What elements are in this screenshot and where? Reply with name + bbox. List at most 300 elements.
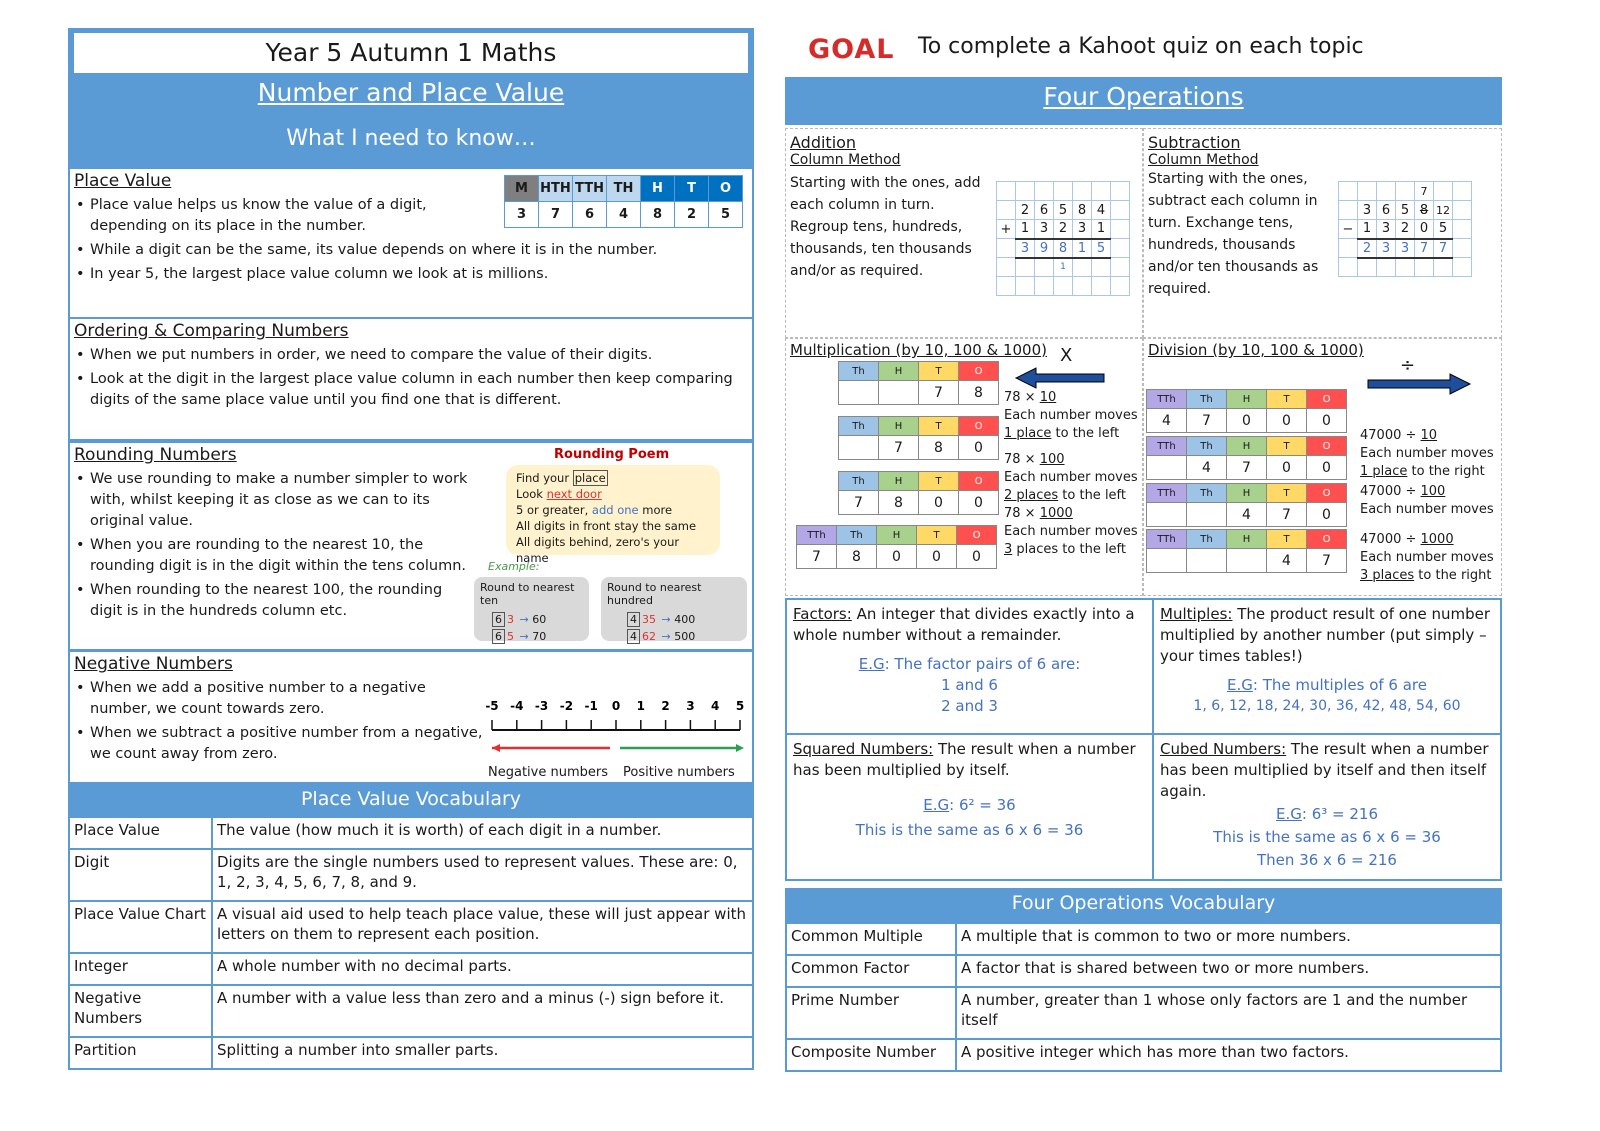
note-text: 3 — [1004, 542, 1013, 557]
note-text: 47000 ÷ — [1360, 484, 1421, 499]
eg-label: E.G — [1276, 805, 1302, 823]
list-item: • When we put numbers in order, we need to compare the value of their digits. — [74, 345, 748, 366]
list-item: • We use rounding to make a number simpler to work with, whilst keeping it as close as we can to its original value. — [74, 469, 474, 532]
grid-digit: 0 — [1415, 220, 1434, 239]
note-text: 2 places — [1004, 488, 1059, 503]
grid-digit: 1 — [1016, 220, 1035, 239]
note-text: 1 place — [1360, 464, 1408, 479]
cell: 8 — [919, 436, 959, 460]
div-table-4 — [1146, 529, 1347, 573]
page-title: Year 5 Autumn 1 Maths — [74, 33, 748, 73]
vocab-term: Place Value — [69, 817, 212, 849]
cell: 0 — [959, 436, 999, 460]
eg-text: : The factor pairs of 6 are: — [884, 655, 1081, 673]
col-header: O — [1307, 530, 1347, 549]
factors-heading: Factors: — [793, 605, 852, 623]
chart-value: 3 — [505, 202, 539, 228]
col-header: O — [959, 417, 999, 436]
note-text: Each number moves — [1360, 550, 1494, 565]
cell — [1147, 503, 1187, 527]
four-ops-vocab-title: Four Operations Vocabulary — [785, 888, 1502, 922]
poem-highlight: next door — [546, 487, 602, 501]
table-row — [69, 953, 753, 985]
grid-digit: 3 — [1016, 239, 1035, 258]
col-header: H — [877, 526, 917, 545]
note-text: Each number moves — [1360, 446, 1494, 461]
multiply-symbol: X — [1060, 345, 1073, 366]
mult-table-3 — [838, 471, 999, 515]
grid-digit: 8 — [1073, 201, 1092, 220]
grid-digit: 12 — [1434, 201, 1453, 220]
col-header: O — [959, 362, 999, 381]
col-header: T — [1267, 484, 1307, 503]
division-heading: Division (by 10, 100 & 1000) — [1148, 341, 1364, 359]
mult-note-3 — [1004, 505, 1140, 559]
grid-digit: 5 — [1092, 239, 1111, 258]
vocab-term: Composite Number — [786, 1039, 956, 1071]
div-note-2 — [1360, 483, 1502, 519]
grid-digit: 5 — [1054, 201, 1073, 220]
list-item: • In year 5, the largest place value column we look at is millions. — [74, 264, 704, 285]
cell: 7 — [1267, 503, 1307, 527]
col-header: T — [1267, 390, 1307, 409]
col-header: TTh — [1147, 390, 1187, 409]
digit-red: 35 — [642, 613, 656, 626]
cell: 8 — [837, 545, 877, 569]
factors-text: An integer that divides exactly into a whole number without a remainder. — [793, 605, 1135, 644]
col-header: T — [919, 417, 959, 436]
rounded-value: 500 — [674, 630, 696, 643]
mult-table-1 — [838, 361, 999, 405]
cell: 0 — [959, 491, 999, 515]
cubed-box — [1152, 733, 1502, 881]
poem-text: All digits in front stay the same — [516, 519, 697, 533]
cell: 0 — [1227, 409, 1267, 433]
place-value-vocab-title: Place Value Vocabulary — [68, 784, 754, 816]
subtraction-heading: Subtraction — [1148, 133, 1241, 152]
list-item: • Look at the digit in the largest place value column in each number then keep comparing digits of the same place value until you find one that is different. — [74, 369, 748, 411]
vocab-definition: A multiple that is common to two or more numbers. — [956, 923, 1501, 955]
cell — [1147, 549, 1187, 573]
note-text: 78 × — [1004, 452, 1040, 467]
cell — [879, 381, 919, 405]
column-method-label: Column Method — [1148, 152, 1259, 168]
squared-heading: Squared Numbers: — [793, 740, 934, 758]
vocab-definition: A factor that is shared between two or more numbers. — [956, 955, 1501, 987]
col-header: O — [1307, 437, 1347, 456]
chart-value: 6 — [573, 202, 607, 228]
rounding-section — [68, 441, 754, 651]
col-header: TTh — [1147, 484, 1187, 503]
negative-numbers-label: Negative numbers — [488, 765, 608, 780]
col-header: H — [1227, 484, 1267, 503]
col-header: TTh — [1147, 530, 1187, 549]
rounded-value: 60 — [532, 613, 547, 626]
col-header: Th — [839, 362, 879, 381]
tick-label: -1 — [584, 699, 598, 713]
col-header: T — [1267, 437, 1307, 456]
poem-text: more — [638, 503, 673, 517]
col-header: Th — [1187, 390, 1227, 409]
note-text: places to the left — [1012, 542, 1126, 557]
factors-box — [785, 598, 1154, 735]
grid-digit: 3 — [1358, 201, 1377, 220]
left-arrow-icon — [1014, 367, 1106, 389]
div-table-1 — [1146, 389, 1347, 433]
note-text: to the left — [1058, 488, 1126, 503]
grid-digit: 3 — [1035, 220, 1054, 239]
vocab-definition: Splitting a number into smaller parts. — [212, 1037, 753, 1069]
col-header: H — [1227, 530, 1267, 549]
squared-text: The result when a number has been multiplied by itself. — [793, 740, 1136, 779]
negative-section — [68, 650, 754, 784]
chart-header: TH — [607, 176, 641, 202]
addition-heading: Addition — [790, 133, 857, 152]
cell: 0 — [1267, 409, 1307, 433]
digit-box: 6 — [492, 629, 505, 644]
cell: 8 — [959, 381, 999, 405]
div-table-2 — [1146, 436, 1347, 480]
grid-digit: 8 — [1415, 201, 1434, 220]
tick-label: 0 — [611, 699, 621, 713]
list-item: • When you are rounding to the nearest 10, the rounding digit is in the digit within the tens column. — [74, 535, 474, 577]
cell: 7 — [919, 381, 959, 405]
what-i-need-heading: What I need to know… — [286, 126, 536, 151]
cell — [839, 381, 879, 405]
multiples-heading: Multiples: — [1160, 605, 1233, 623]
note-text: 100 — [1039, 452, 1065, 467]
vocab-term: Integer — [69, 953, 212, 985]
subtraction-text: Starting with the ones, subtract each column in turn. Exchange tens, hundreds, thousands and/or ten thousands as required. — [1148, 171, 1319, 297]
tick-label: -5 — [485, 699, 499, 713]
ordering-heading: Ordering & Comparing Numbers — [74, 321, 349, 341]
digit-red: 62 — [642, 630, 656, 643]
grid-digit: 3 — [1377, 239, 1396, 258]
place-value-chart — [504, 175, 743, 228]
vocab-term: Place Value Chart — [69, 901, 212, 953]
squared-example — [793, 795, 1146, 816]
table-row — [786, 1039, 1501, 1071]
col-header: Th — [839, 472, 879, 491]
cell: 4 — [1147, 409, 1187, 433]
eg-label: E.G — [858, 655, 885, 673]
cell: 7 — [797, 545, 837, 569]
table-row — [69, 849, 753, 901]
mult-note-2 — [1004, 451, 1140, 505]
multiples-line: 1, 6, 12, 18, 24, 30, 36, 42, 48, 54, 60 — [1193, 698, 1461, 714]
grid-digit: 4 — [1092, 201, 1111, 220]
div-table-3 — [1146, 483, 1347, 527]
mult-note-1 — [1004, 389, 1140, 443]
col-header: T — [919, 472, 959, 491]
note-text: Each number moves — [1004, 408, 1138, 423]
col-header: Th — [839, 417, 879, 436]
chart-value: 2 — [675, 202, 709, 228]
table-row — [69, 985, 753, 1037]
col-header: Th — [1187, 530, 1227, 549]
minus-sign: − — [1339, 220, 1358, 239]
eg-label: E.G — [1227, 676, 1253, 694]
note-text: 47000 ÷ — [1360, 428, 1421, 443]
divide-symbol: ÷ — [1400, 355, 1416, 376]
cell: 0 — [917, 545, 957, 569]
list-item: • When rounding to the nearest 100, the rounding digit is in the hundreds column etc. — [74, 580, 474, 622]
grid-digit: 3 — [1377, 220, 1396, 239]
note-text: 47000 ÷ — [1360, 532, 1421, 547]
note-text: 10 — [1420, 428, 1438, 443]
cell: 8 — [879, 491, 919, 515]
place-value-heading: Place Value — [74, 171, 172, 191]
eg-label: E.G — [923, 796, 950, 814]
list-item: • When we subtract a positive number from a negative, we count away from zero. — [74, 723, 484, 765]
cubed-heading: Cubed Numbers: — [1160, 740, 1287, 758]
exchange-digit: 7 — [1415, 182, 1434, 201]
chart-header: TTH — [573, 176, 607, 202]
positive-numbers-label: Positive numbers — [623, 765, 735, 780]
cubed-line: This is the same as 6 x 6 = 36 — [1213, 828, 1441, 846]
table-row — [786, 955, 1501, 987]
cell: 0 — [877, 545, 917, 569]
grid-digit: 3 — [1396, 239, 1415, 258]
plus-sign: + — [997, 220, 1016, 239]
note-text: Each number moves — [1360, 502, 1494, 517]
note-text: to the left — [1051, 426, 1120, 441]
col-header: Th — [1187, 484, 1227, 503]
digit-box: 6 — [492, 612, 505, 627]
vocab-definition: A number, greater than 1 whose only factors are 1 and the number itself — [956, 987, 1501, 1039]
col-header: T — [919, 362, 959, 381]
eg-text: : 6² = 36 — [949, 796, 1016, 814]
note-text: 100 — [1420, 484, 1446, 499]
cell — [1147, 456, 1187, 480]
chart-header: O — [709, 176, 743, 202]
note-text: 78 × — [1004, 506, 1040, 521]
grid-digit: 1 — [1358, 220, 1377, 239]
col-header: O — [957, 526, 997, 545]
chart-header: HTH — [539, 176, 573, 202]
note-text: Each number moves — [1004, 470, 1138, 485]
vocab-definition: The value (how much it is worth) of each digit in a number. — [212, 817, 753, 849]
cell: 0 — [957, 545, 997, 569]
col-header: H — [879, 362, 919, 381]
note-text: 1000 — [1420, 532, 1454, 547]
cell: 0 — [1267, 456, 1307, 480]
note-text: 10 — [1039, 390, 1057, 405]
eg-text: : The multiples of 6 are — [1252, 676, 1427, 694]
grid-digit: 1 — [1092, 220, 1111, 239]
note-text: 78 × — [1004, 390, 1040, 405]
cell: 7 — [839, 491, 879, 515]
table-row — [786, 987, 1501, 1039]
vocab-term: Negative Numbers — [69, 985, 212, 1037]
tick-label: -4 — [510, 699, 524, 713]
column-method-label: Column Method — [790, 152, 901, 168]
col-header: Th — [1187, 437, 1227, 456]
subtraction-grid — [1338, 181, 1472, 277]
cell: 0 — [1307, 409, 1347, 433]
cell: 4 — [1187, 456, 1227, 480]
vocab-definition: A positive integer which has more than two factors. — [956, 1039, 1501, 1071]
rounded-value: 70 — [532, 630, 547, 643]
addition-section — [785, 128, 1143, 338]
rounding-poem-title: Rounding Poem — [554, 447, 670, 462]
cell — [1187, 549, 1227, 573]
table-row — [69, 817, 753, 849]
ordering-section — [68, 317, 754, 441]
multiplication-heading: Multiplication (by 10, 100 & 1000) — [790, 341, 1047, 359]
rounding-heading: Rounding Numbers — [74, 445, 237, 465]
list-item: • Place value helps us know the value of a digit, depending on its place in the number. — [74, 195, 484, 237]
addition-text: Starting with the ones, add each column in turn. Regroup tens, hundreds, thousands, ten thousands and/or as required. — [790, 175, 981, 279]
chart-value: 5 — [709, 202, 743, 228]
chart-value: 8 — [641, 202, 675, 228]
right-arrow-icon — [1366, 373, 1472, 395]
factors-line: 1 and 6 — [941, 676, 998, 694]
eg-text: : 6³ = 216 — [1301, 805, 1378, 823]
goal-logo: GOAL — [808, 34, 895, 65]
poem-highlight: add one — [591, 503, 639, 517]
cubed-text: The result when a number has been multiplied by itself and then itself again. — [1160, 740, 1489, 800]
round-ten-title: Round to nearest ten — [480, 581, 575, 607]
note-text: 1 place — [1004, 426, 1052, 441]
grid-digit: 7 — [1415, 239, 1434, 258]
vocab-term: Digit — [69, 849, 212, 901]
table-row — [69, 1037, 753, 1069]
vocab-term: Common Multiple — [786, 923, 956, 955]
four-operations-title: Four Operations — [785, 77, 1502, 125]
poem-text: All digits behind, zero's your name — [516, 535, 680, 565]
vocab-term: Partition — [69, 1037, 212, 1069]
note-text: 3 places — [1360, 568, 1415, 583]
tick-label: 1 — [636, 699, 645, 713]
note-text: Each number moves — [1004, 524, 1138, 539]
grid-digit: 3 — [1073, 220, 1092, 239]
cell: 7 — [1307, 549, 1347, 573]
cell — [1227, 549, 1267, 573]
digit-box: 4 — [627, 629, 640, 644]
cell: 0 — [919, 491, 959, 515]
tick-label: 5 — [735, 699, 745, 713]
vocab-definition: Digits are the single numbers used to represent values. These are: 0, 1, 2, 3, 4, 5, 6, 7, 8, and 9. — [212, 849, 753, 901]
col-header: T — [917, 526, 957, 545]
grid-digit: 7 — [1434, 239, 1453, 258]
cell: 0 — [1307, 456, 1347, 480]
grid-digit: 5 — [1434, 220, 1453, 239]
col-header: H — [1227, 437, 1267, 456]
cell: 4 — [1227, 503, 1267, 527]
subtraction-section — [1143, 128, 1502, 338]
tick-label: -2 — [559, 699, 574, 713]
section-title-number-place-value: Number and Place Value — [257, 78, 565, 107]
factors-line: 2 and 3 — [941, 697, 998, 715]
vocab-term: Prime Number — [786, 987, 956, 1039]
note-text: to the right — [1414, 568, 1492, 583]
div-note-3 — [1360, 531, 1502, 585]
grid-digit: 2 — [1054, 220, 1073, 239]
chart-header: H — [641, 176, 675, 202]
factors-example — [793, 654, 1146, 675]
col-header: TTh — [1147, 437, 1187, 456]
cell: 0 — [1307, 503, 1347, 527]
multiples-box — [1152, 598, 1502, 735]
rounding-poem — [506, 465, 720, 565]
vocab-definition: A number with a value less than zero and a minus (-) sign before it. — [212, 985, 753, 1037]
poem-text: 5 or greater, — [516, 503, 592, 517]
grid-digit: 2 — [1396, 220, 1415, 239]
tick-label: -3 — [534, 699, 549, 713]
note-text: 1000 — [1039, 506, 1073, 521]
addition-grid — [996, 181, 1130, 296]
multiples-example — [1160, 675, 1494, 696]
division-section — [1143, 338, 1502, 596]
place-value-section — [68, 167, 754, 319]
digit-box: 4 — [627, 612, 640, 627]
col-header: Th — [837, 526, 877, 545]
grid-digit: 8 — [1054, 239, 1073, 258]
list-item: • When we add a positive number to a negative number, we count towards zero. — [74, 678, 484, 720]
squared-line: This is the same as 6 x 6 = 36 — [855, 821, 1084, 839]
col-header: O — [1307, 390, 1347, 409]
rounded-value: 400 — [674, 613, 696, 626]
grid-digit: 5 — [1396, 201, 1415, 220]
cell — [1187, 503, 1227, 527]
chart-header: T — [675, 176, 709, 202]
col-header: O — [1307, 484, 1347, 503]
table-row — [69, 901, 753, 953]
grid-digit: 1 — [1073, 239, 1092, 258]
poem-highlight: place — [574, 471, 606, 485]
chart-header: M — [505, 176, 539, 202]
multiples-text: The product result of one number multiplied by another number (put simply – your times tables!) — [1160, 605, 1491, 665]
chart-value: 4 — [607, 202, 641, 228]
digit-red: 5 — [507, 630, 514, 643]
squared-box — [785, 733, 1154, 881]
negative-heading: Negative Numbers — [74, 654, 233, 674]
col-header: H — [879, 417, 919, 436]
cell: 7 — [1227, 456, 1267, 480]
grid-digit: 9 — [1035, 239, 1054, 258]
table-row — [786, 923, 1501, 955]
vocab-definition: A visual aid used to help teach place value, these will just appear with letters on them to represent each position. — [212, 901, 753, 953]
cubed-line: Then 36 x 6 = 216 — [1257, 851, 1397, 869]
div-note-1 — [1360, 427, 1502, 481]
vocab-term: Common Factor — [786, 955, 956, 987]
chart-value: 7 — [539, 202, 573, 228]
cubed-example — [1160, 804, 1494, 825]
col-header: T — [1267, 530, 1307, 549]
grid-digit: 2 — [1016, 201, 1035, 220]
example-label: Example: — [488, 560, 540, 573]
grid-digit: 6 — [1377, 201, 1396, 220]
digit-red: 3 — [507, 613, 514, 626]
tick-label: 4 — [711, 699, 720, 713]
round-ten-box: Round to nearest ten 6 3 → 60 6 5 → 70 — [474, 577, 589, 641]
mult-table-2 — [838, 416, 999, 460]
grid-digit: 6 — [1035, 201, 1054, 220]
vocab-definition: A whole number with no decimal parts. — [212, 953, 753, 985]
round-hundred-title: Round to nearest hundred — [607, 581, 702, 607]
col-header: TTh — [797, 526, 837, 545]
note-text: to the right — [1407, 464, 1485, 479]
grid-digit: 2 — [1358, 239, 1377, 258]
tick-label: 2 — [661, 699, 670, 713]
multiplication-section — [785, 338, 1143, 596]
col-header: H — [1227, 390, 1267, 409]
col-header: H — [879, 472, 919, 491]
list-item: • While a digit can be the same, its value depends on where it is in the number. — [74, 240, 704, 261]
goal-text: To complete a Kahoot quiz on each topic — [918, 34, 1364, 59]
poem-text: Look — [516, 487, 547, 501]
